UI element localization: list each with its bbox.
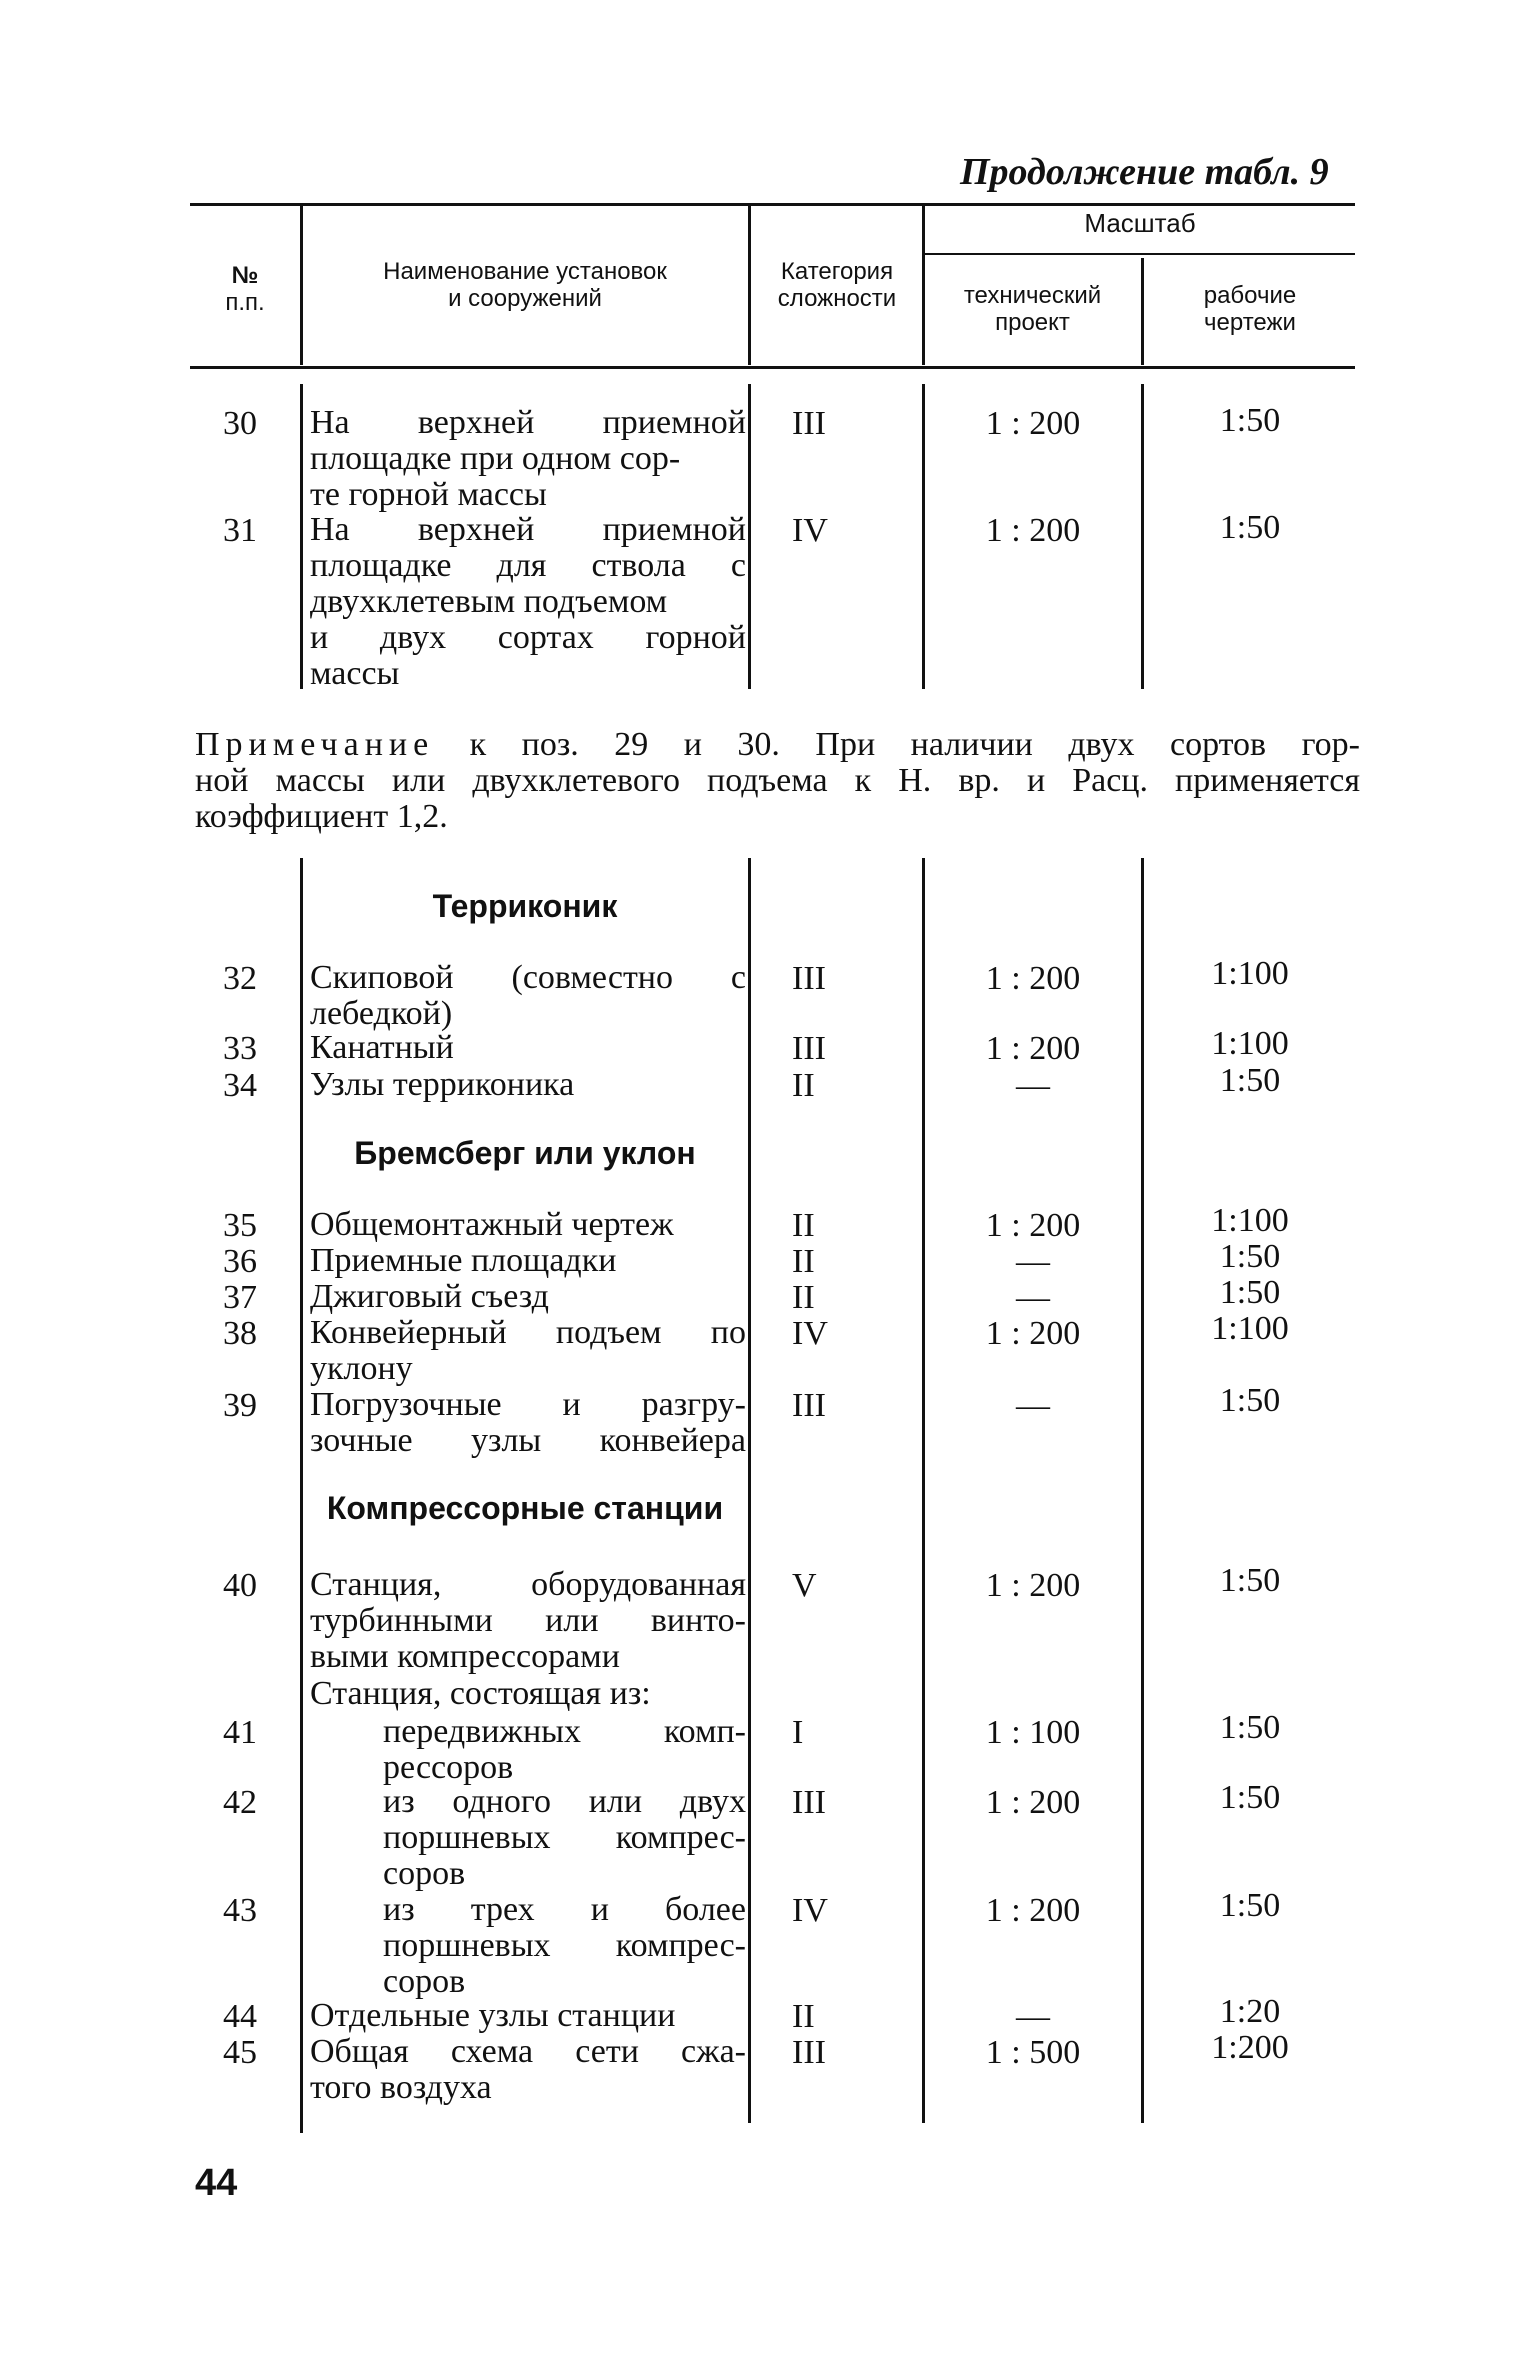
row-tech-scale: 1 : 200: [985, 960, 1081, 997]
row-name-line: выми компрессорами: [310, 1638, 620, 1675]
row-work-scale: 1:200: [1211, 2029, 1289, 2066]
row-category: II: [792, 1207, 815, 1244]
row-tech-scale: 1 : 200: [985, 405, 1081, 442]
row-tech-scale: —: [1016, 1243, 1050, 1280]
row-number: 41: [223, 1714, 257, 1751]
header-divider-2: [748, 205, 751, 365]
row-number: 33: [223, 1030, 257, 1067]
row-name: [310, 1676, 746, 1712]
row-tech-scale: 1 : 500: [985, 2034, 1081, 2071]
row-name-line: поршневых компрес-: [383, 1819, 746, 1856]
header-tech-line2: проект: [995, 309, 1070, 336]
row-name-line: те горной массы: [310, 476, 547, 513]
row-category: III: [792, 405, 826, 442]
row-number: 39: [223, 1387, 257, 1424]
row-name-line: Приемные площадки: [310, 1242, 617, 1279]
row-tech-scale: 1 : 100: [985, 1714, 1081, 1751]
section-heading-bremsberg: Бремсберг или уклон: [354, 1135, 696, 1171]
row-category: II: [792, 1067, 815, 1104]
row-work-scale: 1:50: [1219, 1709, 1281, 1746]
note-line-2: ной массы или двухклетевого подъема к Н. вр. и Расц. применяется: [195, 762, 1360, 799]
header-name-line1: Наименование установок: [383, 258, 667, 285]
body-divider-2a: [748, 384, 751, 689]
row-category: V: [792, 1567, 817, 1604]
row-category: III: [792, 1030, 826, 1067]
row-name-line: двухклетевым подъемом: [310, 583, 668, 620]
row-name-line: Погрузочные и разгру-: [310, 1386, 746, 1423]
row-work-scale: 1:20: [1219, 1993, 1281, 2030]
body-divider-4a: [1141, 384, 1144, 689]
row-name-line: На верхней приемной: [310, 404, 746, 441]
row-name: [310, 1567, 746, 1675]
row-name-line: Канатный: [310, 1029, 454, 1066]
row-name-line: соров: [383, 1855, 466, 1892]
top-rule: [190, 203, 1355, 206]
row-tech-scale: 1 : 200: [985, 1315, 1081, 1352]
row-number: 45: [223, 2034, 257, 2071]
row-category: IV: [792, 1315, 828, 1352]
row-work-scale: 1:50: [1219, 1238, 1281, 1275]
row-number: 36: [223, 1243, 257, 1280]
row-number: 34: [223, 1067, 257, 1104]
row-name-line: зочные узлы конвейера: [310, 1422, 746, 1459]
row-number: 32: [223, 960, 257, 997]
note-label: Примечание: [195, 726, 435, 763]
row-name: [310, 1279, 746, 1315]
header-scale: Масштаб: [1084, 208, 1196, 238]
header-num: [192, 262, 298, 316]
row-name: [310, 1998, 746, 2034]
row-name-line: Конвейерный подъем по: [310, 1314, 746, 1351]
section-heading-compressor: Компрессорные станции: [326, 1490, 724, 1526]
row-tech-scale: —: [1016, 1387, 1050, 1424]
row-number: 35: [223, 1207, 257, 1244]
row-category: II: [792, 1998, 815, 2035]
row-name-line: передвижных комп-: [383, 1713, 746, 1750]
row-category: III: [792, 1387, 826, 1424]
header-work-line2: чертежи: [1204, 309, 1296, 336]
row-category: III: [792, 960, 826, 997]
note-line-1: [195, 727, 1360, 763]
header-name-line2: и сооружений: [448, 285, 602, 312]
row-work-scale: 1:50: [1219, 1062, 1281, 1099]
row-category: I: [792, 1714, 804, 1751]
row-name-line: из одного или двух: [383, 1783, 746, 1820]
row-tech-scale: —: [1016, 1998, 1050, 2035]
row-number: 31: [223, 512, 257, 549]
header-category-line1: Категория: [780, 258, 894, 285]
row-tech-scale: 1 : 200: [985, 1567, 1081, 1604]
row-category: II: [792, 1243, 815, 1280]
row-work-scale: 1:50: [1219, 402, 1281, 439]
row-name-line: лебедкой): [310, 995, 453, 1032]
row-name: [310, 512, 746, 692]
row-name: [310, 1207, 746, 1243]
row-name: [310, 1387, 746, 1459]
row-work-scale: 1:50: [1219, 1887, 1281, 1924]
header-divider-1: [300, 205, 303, 365]
row-category: III: [792, 2034, 826, 2071]
row-name-line: Общая схема сети сжа-: [310, 2033, 746, 2070]
row-tech-scale: 1 : 200: [985, 512, 1081, 549]
row-number: 38: [223, 1315, 257, 1352]
row-name: [310, 1315, 746, 1387]
row-name-line: поршневых компрес-: [383, 1927, 746, 1964]
row-name-line: площадке для ствола с: [310, 547, 746, 584]
body-divider-3b: [922, 858, 925, 2123]
row-tech-scale: —: [1016, 1279, 1050, 1316]
header-num-label: п.п.: [225, 289, 265, 316]
row-name-line: того воздуха: [310, 2069, 492, 2106]
row-name: [310, 1030, 746, 1066]
header-divider-4: [1141, 258, 1144, 365]
row-name-line: массы: [310, 655, 400, 692]
header-bottom-rule: [190, 366, 1355, 369]
row-category: II: [792, 1279, 815, 1316]
row-tech-scale: 1 : 200: [985, 1207, 1081, 1244]
row-category: IV: [792, 1892, 828, 1929]
row-tech-scale: 1 : 200: [985, 1030, 1081, 1067]
row-number: 42: [223, 1784, 257, 1821]
row-name-line: Скиповой (совместно с: [310, 959, 746, 996]
row-work-scale: 1:50: [1219, 1779, 1281, 1816]
row-tech-scale: 1 : 200: [985, 1784, 1081, 1821]
header-work-line1: рабочие: [1203, 282, 1297, 309]
row-name-line: площадке при одном сор-: [310, 440, 681, 477]
row-name-line: и двух сортах горной: [310, 619, 746, 656]
row-number: 37: [223, 1279, 257, 1316]
row-work-scale: 1:100: [1211, 1310, 1289, 1347]
row-name: [310, 2034, 746, 2106]
row-name: [383, 1784, 746, 1892]
header-num-symbol: №: [231, 262, 259, 289]
scale-rule: [925, 253, 1355, 255]
header-tech-project: [925, 282, 1140, 336]
row-name: [310, 405, 746, 513]
table-note: [195, 727, 1360, 835]
row-name-line: Станция, состоящая из:: [310, 1675, 651, 1712]
row-number: 44: [223, 1998, 257, 2035]
row-number: 43: [223, 1892, 257, 1929]
row-name-line: соров: [383, 1963, 466, 2000]
header-tech-line1: технический: [963, 282, 1102, 309]
section-heading-terrikonik: Терриконик: [432, 888, 618, 924]
row-name-line: Джиговый съезд: [310, 1278, 549, 1315]
header-category: [752, 258, 922, 312]
body-divider-3a: [922, 384, 925, 689]
row-name: [383, 1714, 746, 1786]
row-name-line: На верхней приемной: [310, 511, 746, 548]
body-divider-1a: [300, 384, 303, 689]
header-work-drawings: [1145, 282, 1355, 336]
row-category: III: [792, 1784, 826, 1821]
row-tech-scale: —: [1016, 1067, 1050, 1104]
row-name-line: Общемонтажный чертеж: [310, 1206, 674, 1243]
row-number: 40: [223, 1567, 257, 1604]
row-name-line: уклону: [310, 1350, 413, 1387]
row-work-scale: 1:50: [1219, 1562, 1281, 1599]
note-line-3: коэффициент 1,2.: [195, 798, 448, 835]
row-name: [383, 1892, 746, 2000]
row-work-scale: 1:50: [1219, 1274, 1281, 1311]
body-divider-4b: [1141, 858, 1144, 2123]
row-work-scale: 1:100: [1211, 955, 1289, 992]
row-name-line: Отдельные узлы станции: [310, 1997, 676, 2034]
row-category: IV: [792, 512, 828, 549]
note-text-1: к поз. 29 и 30. При наличии двух сортов гор-: [469, 726, 1361, 763]
row-work-scale: 1:100: [1211, 1025, 1289, 1062]
header-category-line2: сложности: [777, 285, 897, 312]
row-work-scale: 1:100: [1211, 1202, 1289, 1239]
row-name: [310, 1243, 746, 1279]
row-name: [310, 960, 746, 1032]
row-name-line: рессоров: [383, 1749, 514, 1786]
row-name-line: из трех и более: [383, 1891, 746, 1928]
page-number: 44: [195, 2162, 238, 2204]
table-caption: Продолжение табл. 9: [960, 151, 1329, 193]
row-name-line: турбинными или винто-: [310, 1602, 746, 1639]
header-name: [305, 258, 745, 312]
row-name-line: Узлы терриконика: [310, 1066, 575, 1103]
row-name: [310, 1067, 746, 1103]
row-work-scale: 1:50: [1219, 1382, 1281, 1419]
row-name-line: Станция, оборудованная: [310, 1566, 746, 1603]
row-tech-scale: 1 : 200: [985, 1892, 1081, 1929]
row-work-scale: 1:50: [1219, 509, 1281, 546]
row-number: 30: [223, 405, 257, 442]
